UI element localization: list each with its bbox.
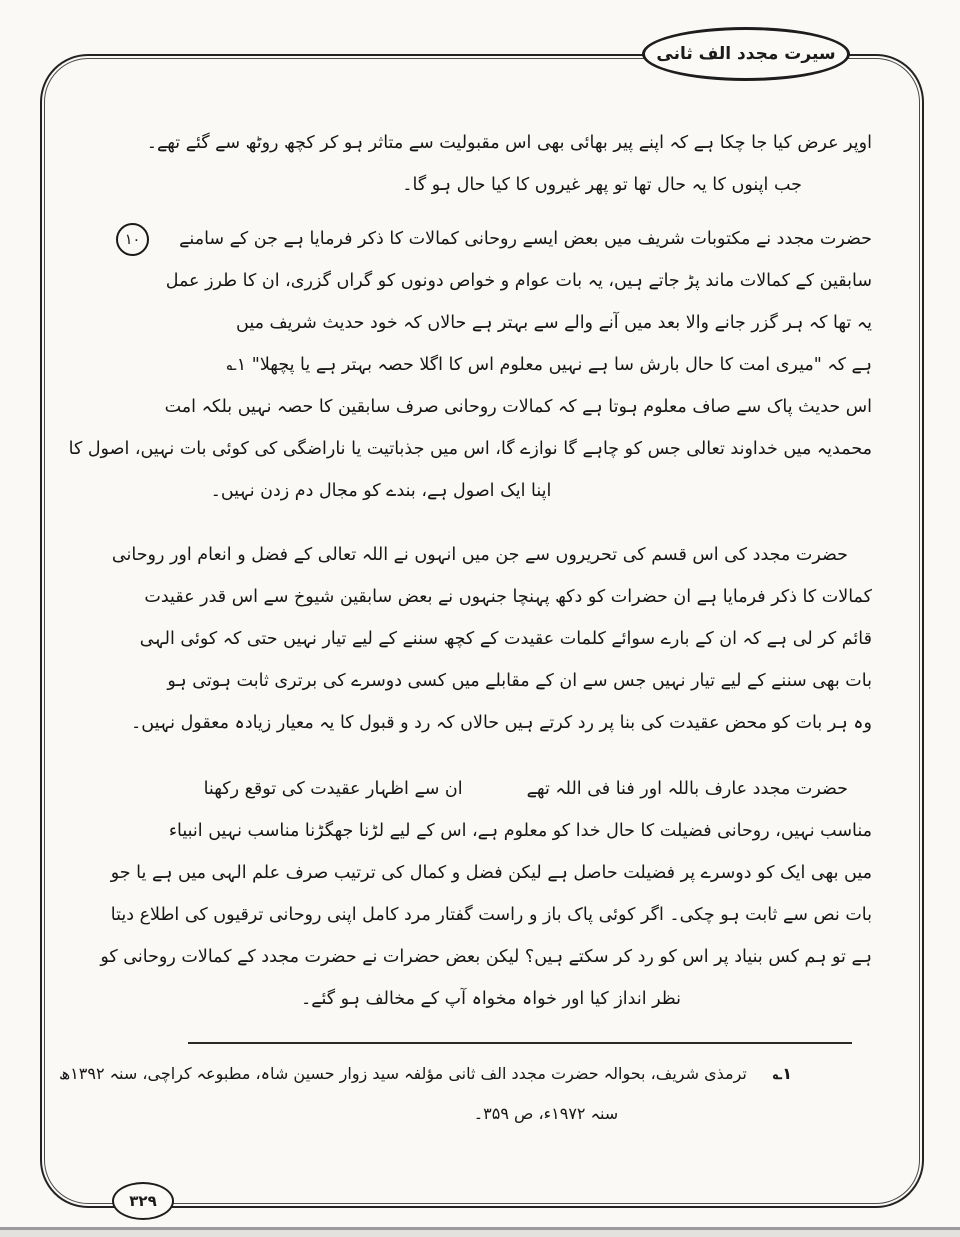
footnote-block (58, 1054, 872, 1134)
book-title: سیرت مجدد الف ثانی (656, 44, 836, 64)
paragraph-10 (68, 218, 872, 512)
header-title-cartouche (642, 27, 850, 81)
footnote-text: ترمذی شریف، بحوالہ حضرت مجدد الف ثانی مؤلفہ سید زوار حسین شاہ، مطبوعہ کراچی، سنہ ۱۳۹۲ھ (58, 1064, 747, 1083)
footnote-separator-rule (188, 1042, 852, 1044)
text-line: قائم کر لی ہے کہ ان کے بارے سوائے کلمات عقیدت کے کچھ سننے کے لیے تیار نہیں حتی کہ کوئی الہی (139, 629, 872, 649)
text-line-split (110, 768, 848, 810)
text-line: جب اپنوں کا یہ حال تھا تو پھر غیروں کا کیا حال ہو گا۔ (402, 175, 802, 195)
text-line: میں بھی ایک کو دوسرے پر فضیلت حاصل ہے لیکن فضل و کمال کی ترتیب صرف علم الہی میں ہے یا جو (110, 863, 872, 883)
text-segment: ان سے اظہار عقیدت کی توقع رکھنا (203, 779, 463, 799)
text-line-with-footnote-ref: ہے کہ "میری امت کا حال بارش سا ہے نہیں معلوم اس کا اگلا حصہ بہتر ہے یا پچھلا" ۱؎ (226, 355, 872, 375)
scan-edge-shadow (0, 1230, 960, 1237)
text-line: یہ تھا کہ ہر گزر جانے والا بعد میں آنے والے سے بہتر ہے حالاں کہ خود حدیث شریف میں (236, 313, 872, 333)
text-line: سابقین کے کمالات ماند پڑ جاتے ہیں، یہ بات عوام و خواص دونوں کو گراں گزری، ان کا طرز عمل (165, 271, 872, 291)
text-line: نظر انداز کیا اور خواہ مخواہ آپ کے مخالف ہو گئے۔ (300, 989, 682, 1009)
footnote-line: سنہ ۱۹۷۲ء، ص ۳۵۹۔ (473, 1104, 619, 1123)
text-line: مناسب نہیں، روحانی فضیلت کا حال خدا کو معلوم ہے، اس کے لیے لڑنا جھگڑنا مناسب نہیں انبیاء (168, 821, 872, 841)
paragraph-conclusion (100, 768, 872, 1020)
text-line: اس حدیث پاک سے صاف معلوم ہوتا ہے کہ کمالات روحانی صرف سابقین کا حصہ نہیں بلکہ امت (164, 397, 872, 417)
paragraph-commentary (110, 534, 872, 744)
text-line: کمالات کا ذکر فرمایا ہے ان حضرات کو دکھ پہنچا جنہوں نے بعض سابقین شیوخ سے اس قدر عقیدت (144, 587, 872, 607)
text-line: اپنا ایک اصول ہے، بندے کو مجال دم زدن نہیں۔ (210, 481, 552, 501)
footnote-line (58, 1054, 792, 1094)
text-line: وہ ہر بات کو محض عقیدت کی بنا پر رد کرتے ہیں حالاں کہ رد و قبول کا یہ معیار زیادہ معقول نہیں۔ (131, 713, 872, 733)
text-line: حضرت مجدد کی اس قسم کی تحریروں سے جن میں انہوں نے اللہ تعالی کے فضل و انعام اور روحانی (111, 545, 848, 565)
body-text-column (58, 122, 872, 1134)
text-line: ہے تو ہم کس بنیاد پر اس کو رد کر سکتے ہیں؟ لیکن بعض حضرات نے حضرت مجدد کے کمالات روحانی کو (100, 947, 872, 967)
text-line: بات نص سے ثابت ہو چکی۔ اگر کوئی پاک باز و راست گفتار مرد کامل اپنی روحانی ترقیوں کی اطلاع دیتا (110, 905, 872, 925)
paragraph-continuation (110, 122, 872, 206)
footnote-marker: ۱؎ (772, 1064, 792, 1083)
text-segment: حضرت مجدد عارف باللہ اور فنا فی اللہ تھے (526, 779, 848, 799)
page-number: ۳۲۹ (129, 1192, 157, 1210)
page-number-oval (112, 1182, 174, 1220)
text-line: محمدیہ میں خداوند تعالی جس کو چاہے گا نوازے گا، اس میں جذباتیت یا ناراضگی کی کوئی بات نہیں، اصول کا (68, 439, 872, 459)
paragraph-number-badge: ۱۰ (116, 223, 149, 256)
text-line: حضرت مجدد نے مکتوبات شریف میں بعض ایسے روحانی کمالات کا ذکر فرمایا ہے جن کے سامنے (179, 229, 872, 249)
text-line: بات بھی سننے کے لیے تیار نہیں جس سے ان کے مقابلے میں کسی دوسرے کی برتری ثابت ہوتی ہو (167, 671, 872, 691)
text-line: اوپر عرض کیا جا چکا ہے کہ اپنے پیر بھائی بھی اس مقبولیت سے متاثر ہو کر کچھ روٹھ سے گئے تھے۔ (146, 133, 872, 153)
